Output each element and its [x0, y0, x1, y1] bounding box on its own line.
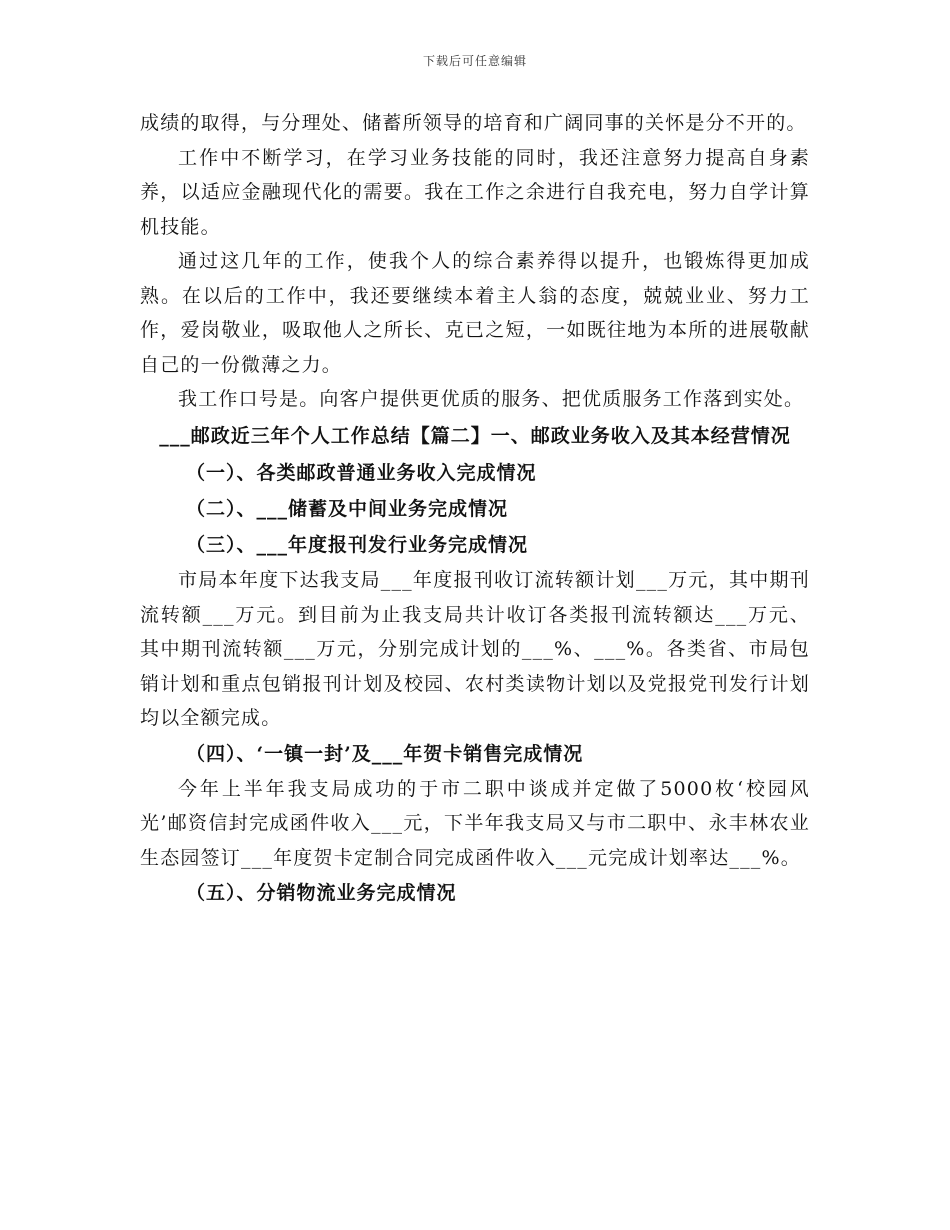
subheading-5: （五）、分销物流业务完成情况 [186, 882, 457, 904]
paragraph-1: 成绩的取得，与分理处、储蓄所领导的培育和广阔同事的关怀是分不开的。 [140, 112, 807, 134]
subheading-3: （三）、___年度报刊发行业务完成情况 [186, 534, 529, 556]
paragraph-5: 市局本年度下达我支局___年度报刊收订流转额计划___万元，其中期刊流转额___万元。到目前为止我支局共计收订各类报刊流转额达___万元、其中期刊流转额___万元，分别完成计划的___%、___%。各类省、市局包销计划和重点包销报刊计划及校园、农村类读物计划以及党报党刊发行计划均以全额完成。 [140, 569, 810, 729]
subheading-1: （一）、各类邮政普通业务收入完成情况 [186, 462, 537, 484]
paragraph-3: 通过这几年的工作，使我个人的综合素养得以提升，也锻炼得更加成熟。在以后的工作中，我还要继续本着主人翁的态度，兢兢业业、努力工作，爱岗敬业，吸取他人之所长、克已之短，一如既往地为本所的进展敬献自己的一份微薄之力。 [140, 250, 810, 376]
paragraph-2: 工作中不断学习，在学习业务技能的同时，我还注意努力提高自身素养，以适应金融现代化的需要。我在工作之余进行自我充电，努力自学计算机技能。 [140, 146, 810, 238]
subheading-2: （二）、___储蓄及中间业务完成情况 [186, 498, 509, 520]
section-title: ___邮政近三年个人工作总结【篇二】一、邮政业务收入及其本经营情况 [159, 424, 791, 447]
paragraph-4: 我工作口号是。向客户提供更优质的服务、把优质服务工作落到实处。 [178, 388, 805, 410]
document-body [140, 106, 810, 911]
subheading-4: （四）、‘一镇一封’及___年贺卡销售完成情况 [186, 742, 584, 765]
page-header: 下载后可任意编辑 [422, 54, 527, 68]
paragraph-6: 今年上半年我支局成功的于市二职中谈成并定做了5000枚‘校园风光’邮资信封完成函件收入___元，下半年我支局又与市二职中、永丰林农业生态园签订___年度贺卡定制合同完成函件收入___元完成计划率达___%。 [140, 777, 810, 869]
